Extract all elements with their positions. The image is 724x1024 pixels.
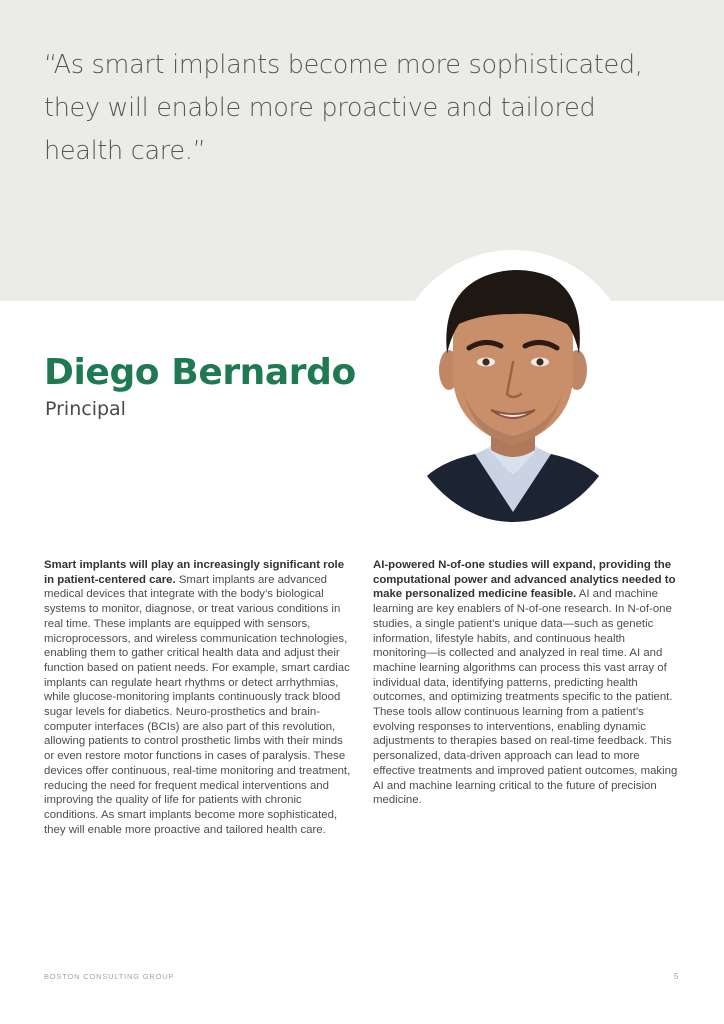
left-column [44, 558, 352, 837]
person-role: Principal [45, 398, 126, 420]
portrait-illustration [393, 250, 633, 522]
right-column [373, 558, 681, 808]
footer-brand: BOSTON CONSULTING GROUP [44, 972, 175, 981]
right-column-lead: AI-powered N-of-one studies will expand, providing the computational power and advanced analytics needed to make personalized medicine feasible. [373, 559, 676, 601]
left-column-lead: Smart implants will play an increasingly significant role in patient-centered care. [44, 559, 345, 586]
left-column-body: Smart implants are advanced medical devices that integrate with the body’s biological systems to monitor, diagnose, or treat various conditions in real time. These implants are equipped with sensors, microprocessors, and wireless communication technologies, enabling them to gather critical health data and adjust their function based on patient needs. For example, smart cardiac implants can regulate heart rhythms or detect arrhythmias, while glucose-monitoring implants continuously track blood sugar levels for diabetics. Neuro-prosthetics and brain-computer interfaces (BCIs) are also part of this revolution, allowing patients to control prosthetic limbs with their minds or even restore motor functions in cases of paralysis. These devices offer continuous, real-time monitoring and treatment, reducing the need for frequent medical interventions and improving the quality of life for patients with chronic conditions. As smart implants become more sophisticated, they will enable more proactive and tailored health care. [44, 573, 351, 836]
page-number: 5 [674, 972, 679, 981]
portrait-photo [393, 250, 633, 522]
pull-quote: “As smart implants become more sophisticated, they will enable more proactive and tailored health care.” [44, 50, 643, 166]
right-column-body: AI and machine learning are key enablers of N-of-one research. In N-of-one studies, a single patient’s unique data—such as genetic information, lifestyle habits, and continuous health monitoring—is collected and analyzed in real time. AI and machine learning algorithms can process this vast array of individual data, identifying patterns, predicting health outcomes, and optimizing treatments specific to the patient. These tools allow continuous learning from a patient’s evolving responses to interventions, enabling dynamic adjustments to therapies based on real-time feedback. This personalized, data-driven approach can lead to more effective treatments and improved patient outcomes, making AI and machine learning critical to the future of precision medicine. [373, 588, 678, 807]
person-name: Diego Bernardo [44, 352, 356, 393]
